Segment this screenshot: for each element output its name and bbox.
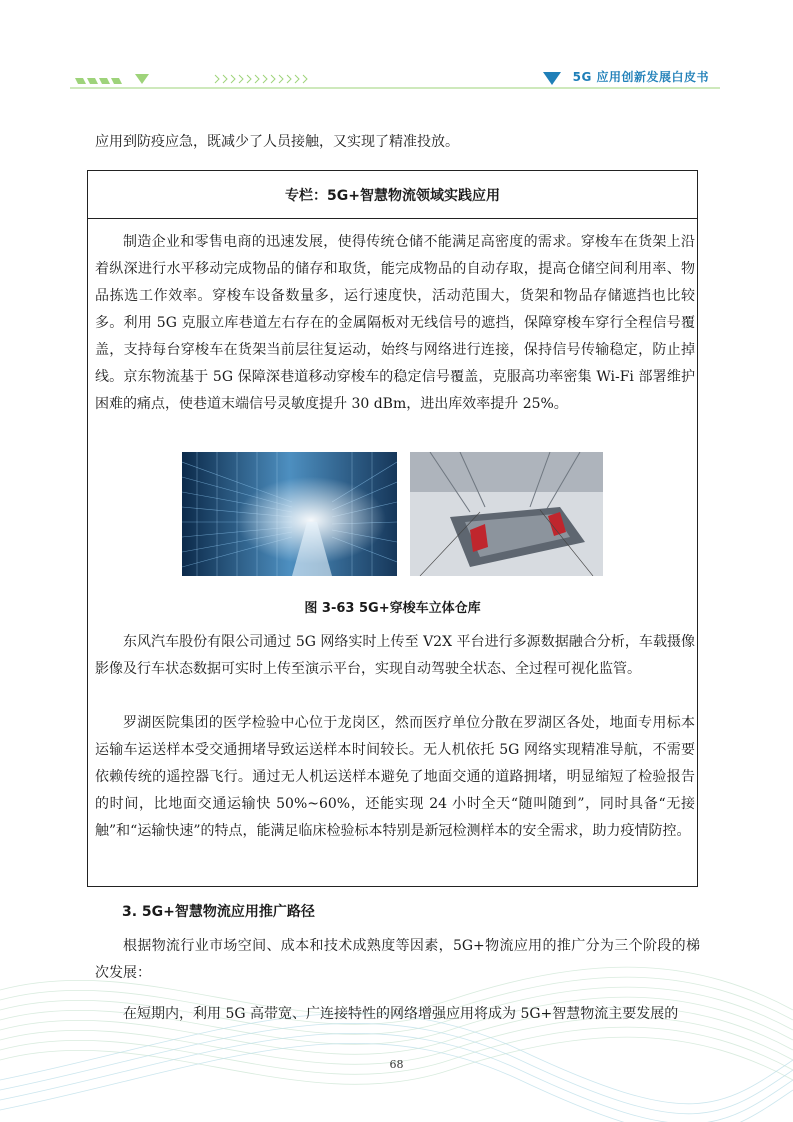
shuttle-vehicle-image <box>410 452 603 576</box>
figure-caption: 图 3-63 5G+穿梭车立体仓库 <box>304 601 481 616</box>
column-paragraph-2: 东风汽车股份有限公司通过 5G 网络实时上传至 V2X 平台进行多源数据融合分析，车载摄像影像及行车状态数据可实时上传至演示平台，实现自动驾驶全状态、全过程可视化监管。 <box>95 634 695 677</box>
section-heading: 3. 5G+智慧物流应用推广路径 <box>122 904 315 920</box>
section-paragraph-1: 根据物流行业市场空间、成本和技术成熟度等因素，5G+物流应用的推广分为三个阶段的梯次发展： <box>95 938 700 981</box>
page-header <box>0 60 793 100</box>
document-title: 5G 应用创新发展白皮书 <box>572 70 709 84</box>
column-paragraph-1: 制造企业和零售电商的迅速发展，使得传统仓储不能满足高密度的需求。穿梭车在货架上沿着纵深进行水平移动完成物品的储存和取货，能完成物品的自动存取，提高仓储空间利用率、物品拣选工作效率。穿梭车设备数量多，运行速度快，活动范围大，货架和物品存储遮挡也比较多。利用 5G 克服立库巷道左右存在的金属隔板对无线信号的遮挡，保障穿梭车穿行全程信号覆盖，支持每台穿梭车在货架当前层往复运动，始终与网络进行连接，保持信号传输稳定，防止掉线。京东物流基于 5G 保障深巷道移动穿梭车的稳定信号覆盖，克服高功率密集 Wi-Fi 部署维护困难的痛点，使巷道末端信号灵敏度提升 30 dBm，进出库效率提升 25%。 <box>95 234 695 412</box>
column-paragraph-3: 罗湖医院集团的医学检验中心位于龙岗区，然而医疗单位分散在罗湖区各处，地面专用标本运输车运送样本受交通拥堵导致运送样本时间较长。无人机依托 5G 网络实现精准导航，不需要依赖传统的遥控器飞行。通过无人机运送样本避免了地面交通的道路拥堵，明显缩短了检验报告的时间，比地面交通运输快 50%~60%，还能实现 24 小时全天“随叫随到”，同时具备“无接触”和“运输快速”的特点，能满足临床检验标本特别是新冠检测样本的安全需求，助力疫情防控。 <box>95 715 695 839</box>
intro-paragraph: 应用到防疫应急，既减少了人员接触，又实现了精准投放。 <box>95 134 459 150</box>
section-paragraph-2: 在短期内，利用 5G 高带宽、广连接特性的网络增强应用将成为 5G+智慧物流主要发展的 <box>123 1006 679 1022</box>
column-box-title: 专栏：5G+智慧物流领域实践应用 <box>88 171 697 219</box>
warehouse-shelves-image <box>182 452 397 576</box>
page-number: 68 <box>389 1058 404 1071</box>
